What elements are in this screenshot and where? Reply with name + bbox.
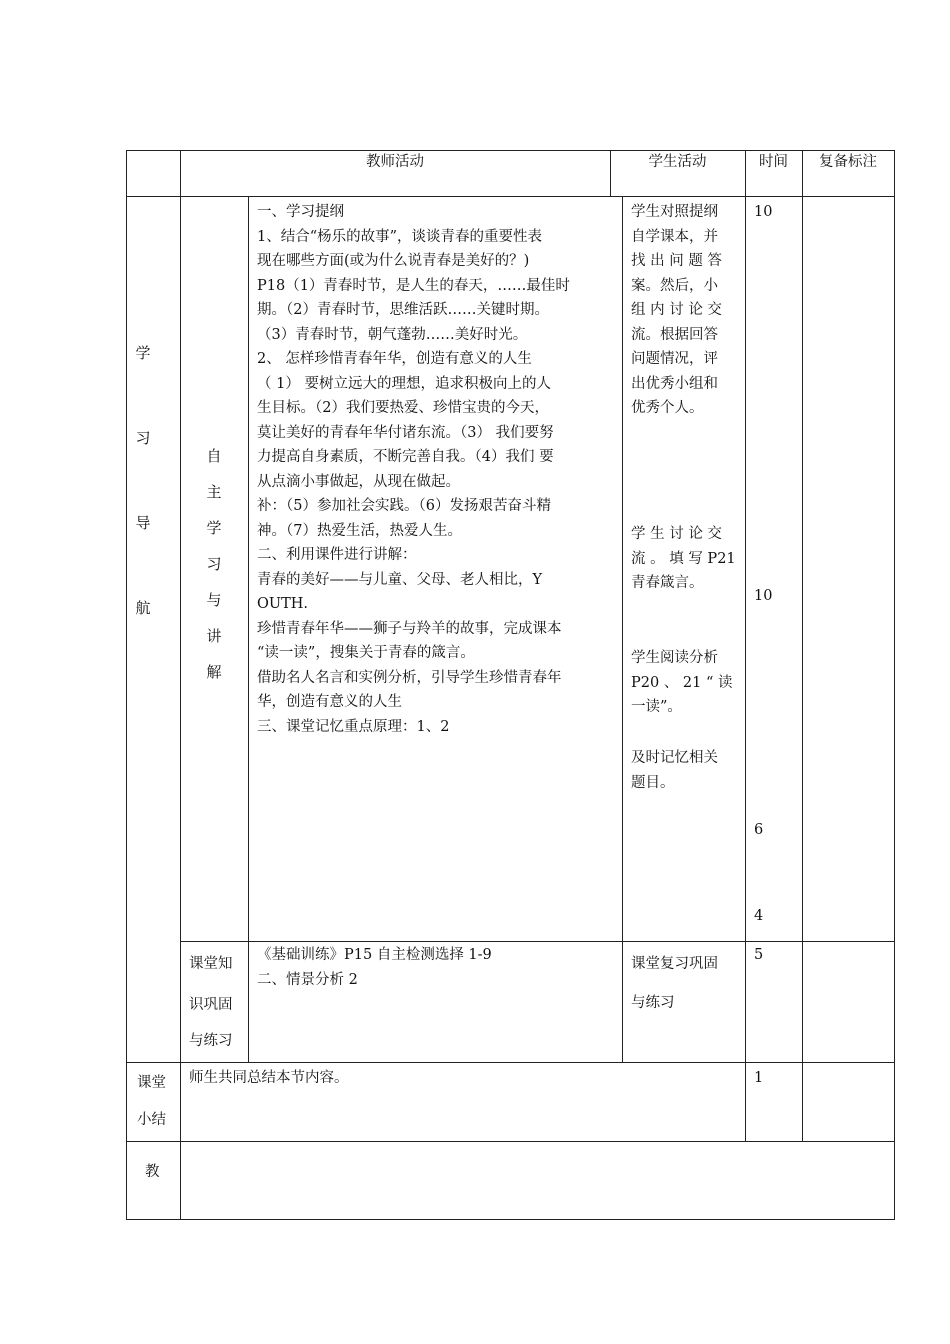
teacher-line: 一、学习提纲 [257, 204, 344, 220]
label-char: 习 [206, 555, 222, 573]
student-line: 出优秀小组和 [631, 375, 718, 392]
teacher-line: 珍惜青春年华——狮子与羚羊的故事，完成课本 [257, 620, 562, 637]
label-char: 讲 [206, 627, 222, 645]
label-char: 导 [135, 514, 151, 532]
student-line: 学生对照提纲 [631, 204, 718, 220]
label-char: 解 [206, 663, 222, 681]
label-line: 与练习 [189, 1033, 233, 1049]
student-line: 青春箴言。 [631, 575, 704, 591]
student-line: 流。根据回答 [631, 326, 718, 343]
summary-time: 1 [754, 1070, 764, 1086]
time-value: 10 [754, 588, 773, 604]
label-line: 识巩固 [189, 997, 233, 1013]
student-line: 问题情况，评 [631, 351, 718, 367]
student-line: 学生阅读分析 [631, 650, 718, 666]
label-char: 主 [206, 483, 222, 501]
summary-label-line: 课堂 [137, 1075, 166, 1091]
label-char: 学 [135, 344, 151, 362]
teacher-line: 青春的美好——与儿童、父母、老人相比，Y [257, 571, 543, 588]
summary-label-line: 小结 [137, 1112, 166, 1128]
teacher-line: OUTH. [257, 596, 309, 612]
student-line: 及时记忆相关 [631, 750, 718, 766]
time-value: 4 [754, 908, 764, 924]
teacher-line: 三、课堂记忆重点原理：1、2 [257, 718, 450, 735]
teacher-line: 借助名人名言和实例分析，引导学生珍惜青春年 [257, 669, 562, 686]
student-line: 流 。 填 写 P21 [631, 550, 736, 567]
teacher-line: （3）青春时节，朝气蓬勃……美好时光。 [257, 326, 528, 343]
consolidate-teacher-line: 《基础训练》P15 自主检测选择 1-9 [257, 947, 492, 963]
teacher-line: P18（1）青春时节，是人生的春天，……最佳时 [257, 277, 570, 294]
teacher-line: 期。（2）青春时节，思维活跃……关键时期。 [257, 302, 549, 318]
teacher-line: 华，创造有意义的人生 [257, 694, 402, 710]
label-char: 学 [206, 519, 222, 537]
teacher-line: （ 1） 要树立远大的理想，追求积极向上的人 [257, 375, 551, 392]
header-student: 学生活动 [648, 154, 707, 170]
student-line: 自学课本，并 [631, 228, 718, 245]
header-review: 复备标注 [819, 154, 877, 170]
student-line: 学 生 讨 论 交 [631, 526, 722, 542]
summary-content: 师生共同总结本节内容。 [189, 1070, 349, 1086]
time-value: 10 [754, 204, 773, 220]
label-line: 课堂知 [189, 956, 233, 972]
teacher-line: 二、利用课件进行讲解： [257, 547, 417, 563]
student-line: 组 内 讨 论 交 [631, 302, 722, 318]
label-char: 自 [206, 447, 222, 465]
consolidate-time: 5 [754, 947, 764, 963]
student-line: 题目。 [631, 774, 675, 791]
header-time: 时间 [759, 154, 788, 170]
teacher-line: 1、结合“杨乐的故事”，谈谈青春的重要性表 [257, 228, 543, 245]
teacher-line: 神。（7）热爱生活，热爱人生。 [257, 522, 462, 539]
student-line: 一读”。 [631, 699, 682, 715]
consolidate-teacher-line: 二、情景分析 2 [257, 972, 358, 988]
label-char: 与 [206, 591, 222, 609]
teacher-line: 2、 怎样珍惜青春年华，创造有意义的人生 [257, 351, 532, 367]
student-line: 找 出 问 题 答 [631, 253, 722, 269]
teacher-line: 力提高自身素质，不断完善自我。（4）我们 要 [257, 449, 554, 465]
header-teacher: 教师活动 [366, 154, 424, 170]
teacher-line: 补：（5）参加社会实践。（6）发扬艰苦奋斗精 [257, 498, 551, 514]
time-value: 6 [754, 822, 764, 838]
label-char: 航 [135, 599, 151, 617]
student-line: 优秀个人。 [631, 400, 704, 416]
teacher-line: “读一读”，搜集关于青春的箴言。 [257, 645, 475, 661]
teacher-line: 莫让美好的青春年华付诸东流。（3） 我们要努 [257, 424, 554, 441]
teacher-line: 从点滴小事做起，从现在做起。 [257, 473, 460, 490]
consolidate-student-line: 与练习 [631, 995, 675, 1011]
label-char: 习 [135, 429, 151, 447]
consolidate-student-line: 课堂复习巩固 [631, 956, 718, 972]
teacher-line: 现在哪些方面(或为什么说青春是美好的？) [257, 253, 530, 269]
student-line: P20 、 21 “ 读 [631, 674, 733, 691]
teacher-line: 生目标。（2）我们要热爱、珍惜宝贵的今天， [257, 400, 549, 416]
student-line: 案。然后，小 [631, 277, 718, 294]
reflection-label: 教 [145, 1164, 160, 1180]
